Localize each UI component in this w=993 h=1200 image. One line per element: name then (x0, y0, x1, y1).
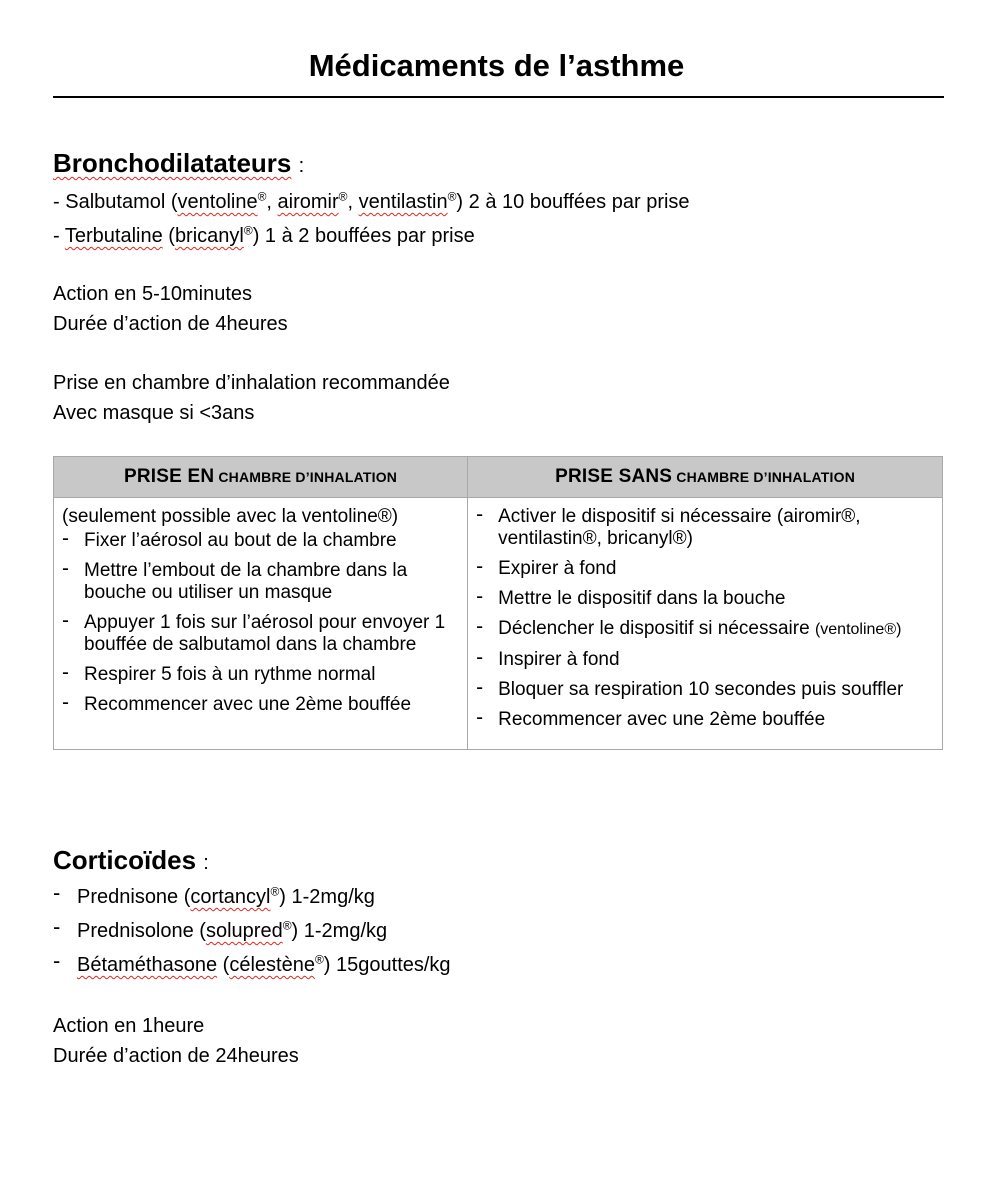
list-item: - Recommencer avec une 2ème bouffée (476, 709, 934, 731)
brand-solupred: solupred (205, 920, 283, 942)
drug-name: Prednisolone (77, 920, 194, 942)
broncho-duree: Durée d’action de 4heures (53, 313, 288, 335)
brand-ventoline: ventoline (177, 191, 258, 213)
salbutamol-line: - Salbutamol (ventoline®, airomir®, ventilastin®) 2 à 10 bouffées par prise (53, 189, 690, 213)
list-item: - Inspirer à fond (476, 649, 934, 671)
header-left-big: EN (187, 466, 215, 487)
bronchodilatateurs-heading-text: Bronchodilatateurs (53, 148, 292, 178)
salbutamol-dose: 2 à 10 bouffées par prise (468, 191, 690, 213)
title-divider (53, 96, 944, 98)
header-right-pre: PRISE (555, 466, 619, 487)
with-chamber-cell (54, 498, 468, 750)
reg-mark: ® (282, 918, 292, 933)
list-item: - Appuyer 1 fois sur l’aérosol pour envoyer 1 bouffée de salbutamol dans la chambre (62, 612, 459, 656)
salbutamol-dash: - (53, 191, 60, 213)
broncho-masque: Avec masque si <3ans (53, 402, 255, 424)
terbutaline-dose: 1 à 2 bouffées par prise (264, 225, 475, 247)
list-item (476, 618, 934, 641)
bronchodilatateurs-heading (53, 148, 304, 179)
cortico-action: Action en 1heure (53, 1015, 205, 1037)
reg-mark: ® (338, 189, 348, 204)
list-item: - Prednisone (cortancyl®) 1-2mg/kg (53, 882, 451, 916)
header-without-chamber (468, 457, 943, 498)
list-item: - Bétaméthasone (célestène®) 15gouttes/kg (53, 950, 451, 984)
reg-mark: ® (270, 884, 280, 899)
list-item: - Mettre l’embout de la chambre dans la bouche ou utiliser un masque (62, 560, 459, 604)
inhalation-table (53, 456, 943, 750)
with-chamber-steps (62, 530, 459, 716)
brand-bricanyl: bricanyl (174, 225, 244, 247)
reg-mark: ® (447, 189, 457, 204)
corticoides-list (53, 882, 451, 984)
terbutaline-name: Terbutaline (64, 225, 163, 247)
ventoline-note: (seulement possible avec la ventoline®) (62, 506, 399, 527)
brand-ventilastin: ventilastin (358, 191, 448, 213)
header-left-pre: PRISE (123, 466, 188, 487)
brand-cortancyl: cortancyl (190, 886, 271, 908)
list-item: - Mettre le dispositif dans la bouche (476, 588, 934, 610)
declencher-text: Déclencher le dispositif si nécessaire (498, 618, 810, 639)
drug-name: Bétaméthasone (77, 954, 218, 976)
page-title: Médicaments de l’asthme (308, 48, 685, 83)
broncho-action: Action en 5-10minutes (53, 283, 253, 305)
drug-dose: 15gouttes/kg (336, 954, 451, 976)
list-item: - Respirer 5 fois à un rythme normal (62, 664, 459, 686)
brand-airomir: airomir (277, 191, 339, 213)
list-item: - Recommencer avec une 2ème bouffée (62, 694, 459, 716)
drug-dose: 1-2mg/kg (303, 920, 388, 942)
heading-colon: : (298, 155, 305, 177)
brand-celestene: célestène (229, 954, 315, 976)
drug-name: Prednisone (77, 886, 179, 908)
drug-dose: 1-2mg/kg (291, 886, 375, 908)
reg-mark: ® (243, 223, 253, 238)
header-right-big: SANS (618, 466, 673, 487)
terbutaline-dash: - (53, 225, 60, 247)
declencher-note: (ventoline®) (814, 621, 902, 638)
terbutaline-line: - Terbutaline (bricanyl®) 1 à 2 bouffées par prise (53, 223, 475, 247)
without-chamber-cell (468, 498, 943, 750)
reg-mark: ® (314, 952, 324, 967)
salbutamol-name: Salbutamol (65, 191, 166, 213)
list-item: - Fixer l’aérosol au bout de la chambre (62, 530, 459, 552)
without-chamber-steps (476, 506, 934, 731)
corticoides-heading (53, 845, 209, 876)
list-item: - Prednisolone (solupred®) 1-2mg/kg (53, 916, 451, 950)
header-with-chamber (54, 457, 468, 498)
list-item: - Expirer à fond (476, 558, 934, 580)
header-left-post: CHAMBRE D’INHALATION (214, 469, 398, 485)
list-item: - Activer le dispositif si nécessaire (airomir®, ventilastin®, bricanyl®) (476, 506, 934, 550)
corticoides-heading-text: Corticoïdes (53, 845, 197, 875)
header-right-post: CHAMBRE D’INHALATION (672, 469, 856, 485)
broncho-prise: Prise en chambre d’inhalation recommandée (53, 372, 450, 394)
heading-colon: : (203, 852, 209, 874)
cortico-duree: Durée d’action de 24heures (53, 1045, 299, 1067)
reg-mark: ® (257, 189, 267, 204)
list-item: - Bloquer sa respiration 10 secondes puis souffler (476, 679, 934, 701)
